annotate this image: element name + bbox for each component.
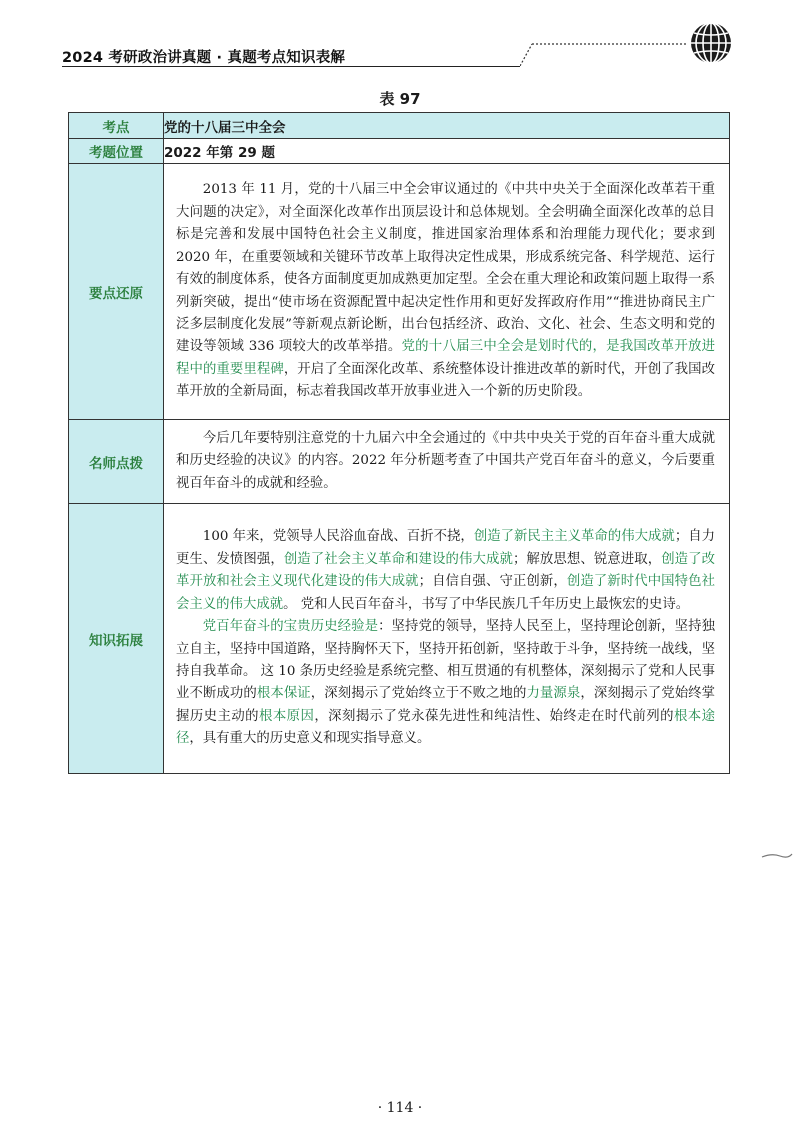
page-number: · 114 ·: [377, 1100, 423, 1116]
summary-cell: [164, 164, 730, 420]
extension-cell: [164, 504, 730, 774]
ext2-text-e: ，具有重大的历史意义和现实指导意义。: [189, 731, 431, 747]
extension-paragraph-1: [164, 526, 729, 616]
ext2-highlight-1: 党百年奋斗的宝贵历史经验是: [202, 619, 379, 635]
header-title: 2024 考研政治讲真题 · 真题考点知识表解: [62, 50, 346, 66]
table-row-topic: [69, 113, 730, 139]
scan-mark: [760, 848, 794, 862]
ext2-text-c: ，深刻揭示了党始终掌握历史主动的: [176, 686, 716, 724]
summary-highlight: 党的十八届三中全会是划时代的，是我国改革开放进程中的重要里程碑: [176, 339, 715, 377]
ext1-text-b: ；自力更生、发愤图强，: [176, 529, 716, 567]
table-row-summary: [69, 164, 730, 420]
ext2-text-a: ：坚持党的领导，坚持人民至上，坚持理论创新，坚持独立自主，坚持中国道路，坚持胸怀天下，坚持开拓创新，坚持敢于斗争，坚持统一战线，坚持自我革命。 这 10 条历史经验是系统完整、相互贯通的有机整体，深刻揭示了党和人民事业不断成功的: [176, 619, 716, 702]
summary-text-end: ，开启了全面深化改革、系统整体设计推进改革的新时代，开创了我国改革开放的全新局面，标志着我国改革开放事业进入一个新的历史阶段。: [176, 361, 716, 400]
page-header: [62, 18, 742, 74]
ext2-text-b: ，深刻揭示了党始终立于不败之地的: [310, 686, 527, 702]
ext2-highlight-2: 根本保证: [256, 686, 311, 702]
ext2-highlight-4: 根本原因: [259, 708, 315, 724]
ext2-highlight-3: 力量源泉: [526, 686, 581, 702]
ext1-text-a: 100 年来，党领导人民浴血奋战、百折不挠，: [202, 529, 474, 545]
globe-icon: [688, 20, 734, 66]
topic-label: 考点: [69, 113, 164, 139]
tips-paragraph: 今后几年要特别注意党的十九届六中全会通过的《中共中央关于党的百年奋斗重大成就和历史经验的决议》的内容。2022 年分析题考查了中国共产党百年奋斗的意义，今后要重视百年奋斗的成就和经验。: [176, 430, 715, 491]
ext1-highlight-2: 创造了社会主义革命和建设的伟大成就: [283, 551, 513, 567]
ext1-text-c: ；解放思想、锐意进取，: [512, 551, 662, 567]
summary-text: 2013 年 11 月，党的十八届三中全会审议通过的《中共中央关于全面深化改革若干重大问题的决定》，对全面深化改革作出顶层设计和总体规划。全会明确全面深化改革的总目标是完善和发展中国特色社会主义制度，推进国家治理体系和治理能力现代化；要求到 2020 年，在重要领域和关键环节改革上取得决定性成果，形成系统完备、科学规范、运行有效的制度体系，使各方面制度更加成熟更加定型。全会在重大理论和政策问题上取得一系列新突破，提出“使市场在资源配置中起决定性作用和更好发挥政府作用”“推进协商民主广泛多层制度化发展”等新观点新论断，出台包括经济、政治、文化、社会、生态文明和党的建设等领域 336 项较大的改革举措。: [176, 182, 715, 355]
extension-label: 知识拓展: [69, 504, 164, 774]
topic-value: 党的十八届三中全会: [164, 113, 730, 139]
ext2-text-d: ，深刻揭示了党永葆先进性和纯洁性、始终走在时代前列的: [314, 708, 674, 724]
table-row-extension: [69, 504, 730, 774]
extension-paragraph-2: [164, 616, 729, 750]
tips-label: 名师点拨: [69, 420, 164, 504]
header-rule: [62, 66, 520, 67]
knowledge-table: [68, 112, 730, 774]
summary-label: 要点还原: [69, 164, 164, 420]
table-caption: 表 97: [379, 90, 421, 108]
tips-cell: [164, 420, 730, 504]
location-label: 考题位置: [69, 139, 164, 164]
ext1-text-e: 。 党和人民百年奋斗，书写了中华民族几千年历史上最恢宏的史诗。: [283, 596, 690, 612]
table-row-location: [69, 139, 730, 164]
ext1-highlight-4: 创造了新时代中国特色社会主义的伟大成就: [176, 574, 716, 612]
ext1-highlight-1: 创造了新民主主义革命的伟大成就: [473, 529, 675, 545]
table-row-tips: [69, 420, 730, 504]
ext1-highlight-3: 创造了改革开放和社会主义现代化建设的伟大成就: [176, 551, 716, 590]
summary-paragraph: [164, 179, 729, 403]
ext1-text-d: ；自信自强、守正创新，: [418, 574, 567, 590]
ext2-highlight-5: 根本途径: [176, 708, 716, 747]
location-value: 2022 年第 29 题: [164, 139, 730, 164]
